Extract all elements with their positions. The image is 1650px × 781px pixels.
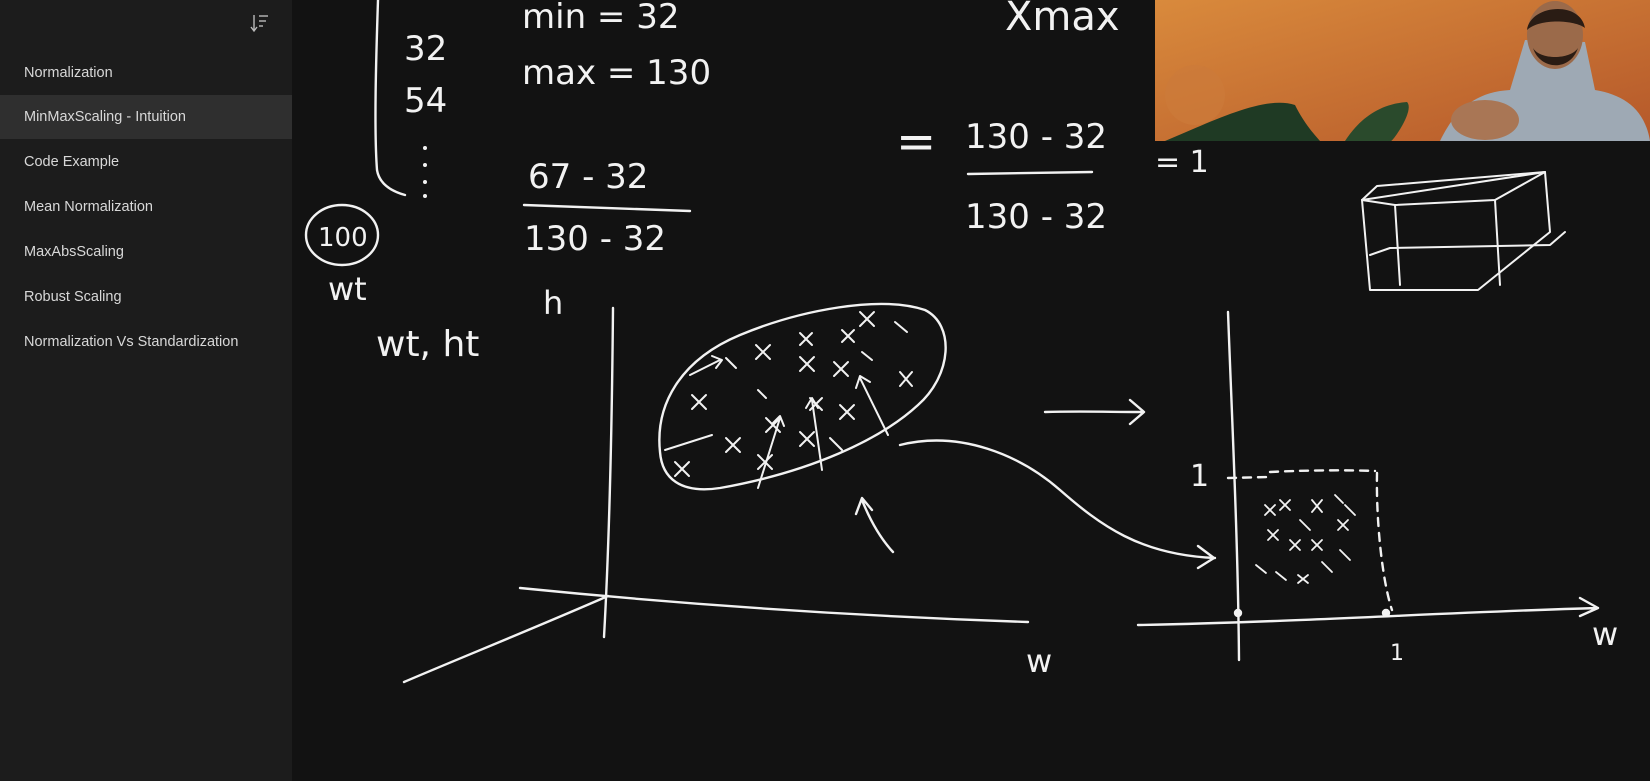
- nav-item-mean-normalization[interactable]: [0, 185, 292, 229]
- nav-item-label: Normalization: [24, 65, 113, 81]
- circled-value: 100: [318, 223, 368, 253]
- mapping-arrow: [900, 441, 1215, 568]
- scaled-x-axis: [1138, 598, 1598, 625]
- transform-arrow: [1045, 400, 1144, 424]
- nav-item-label: Robust Scaling: [24, 289, 122, 305]
- x-axis: [520, 588, 1028, 622]
- presenter-webcam: [1155, 0, 1650, 141]
- nav-item-label: MinMaxScaling - Intuition: [24, 109, 186, 125]
- fraction-denominator: 130 - 32: [524, 219, 667, 259]
- scaled-data-points: [1256, 495, 1355, 583]
- min-equation: min = 32: [522, 0, 680, 37]
- nav-item-normalization-vs-standardization[interactable]: [0, 320, 292, 364]
- list-ellipsis: [423, 146, 427, 198]
- origin-point: [1235, 610, 1241, 616]
- pointer-arrow: [856, 498, 893, 552]
- nav-item-label: MaxAbsScaling: [24, 244, 124, 260]
- nav-item-normalization[interactable]: [0, 51, 292, 95]
- sidebar: [0, 0, 292, 781]
- fraction2-numerator: 130 - 32: [965, 117, 1108, 157]
- data-cluster-outline: [659, 304, 945, 489]
- w-axis-label: w: [1026, 642, 1053, 680]
- box-sketch: [1362, 172, 1565, 290]
- equals-sign: =: [896, 114, 937, 170]
- xmax-label: Xmax: [1005, 0, 1120, 40]
- unit-tick-y: 1: [1190, 459, 1210, 494]
- fraction2-result: = 1: [1155, 145, 1209, 180]
- list-bracket: [375, 0, 405, 195]
- nav-item-robust-scaling[interactable]: [0, 275, 292, 319]
- fraction2-bar: [968, 172, 1092, 174]
- scaled-y-axis: [1228, 312, 1239, 660]
- x-unit-point: [1383, 610, 1389, 616]
- nav-item-label: Normalization Vs Standardization: [24, 334, 239, 350]
- fraction2-denominator: 130 - 32: [965, 197, 1108, 237]
- y-axis: [604, 308, 613, 637]
- data-points: [675, 312, 912, 476]
- unit-tick-x: 1: [1390, 641, 1404, 666]
- h-axis-label: h: [543, 284, 564, 322]
- nav-item-minmaxscaling-intuition[interactable]: [0, 95, 292, 139]
- wt-label: wt: [328, 270, 367, 308]
- list-value: 32: [404, 29, 448, 69]
- nav-item-maxabsscaling[interactable]: [0, 230, 292, 274]
- list-value: 54: [404, 81, 448, 121]
- nav-item-label: Mean Normalization: [24, 199, 153, 215]
- max-equation: max = 130: [522, 53, 712, 93]
- w-axis-label-right: w: [1592, 615, 1619, 653]
- fraction-bar: [524, 205, 690, 211]
- sort-descending-icon[interactable]: [250, 12, 270, 34]
- fraction-numerator: 67 - 32: [528, 157, 649, 197]
- wt-ht-label: wt, ht: [376, 324, 480, 365]
- nav-item-code-example[interactable]: [0, 140, 292, 184]
- unit-box-dashed: [1228, 470, 1392, 610]
- z-axis: [404, 596, 608, 682]
- nav-item-label: Code Example: [24, 154, 120, 170]
